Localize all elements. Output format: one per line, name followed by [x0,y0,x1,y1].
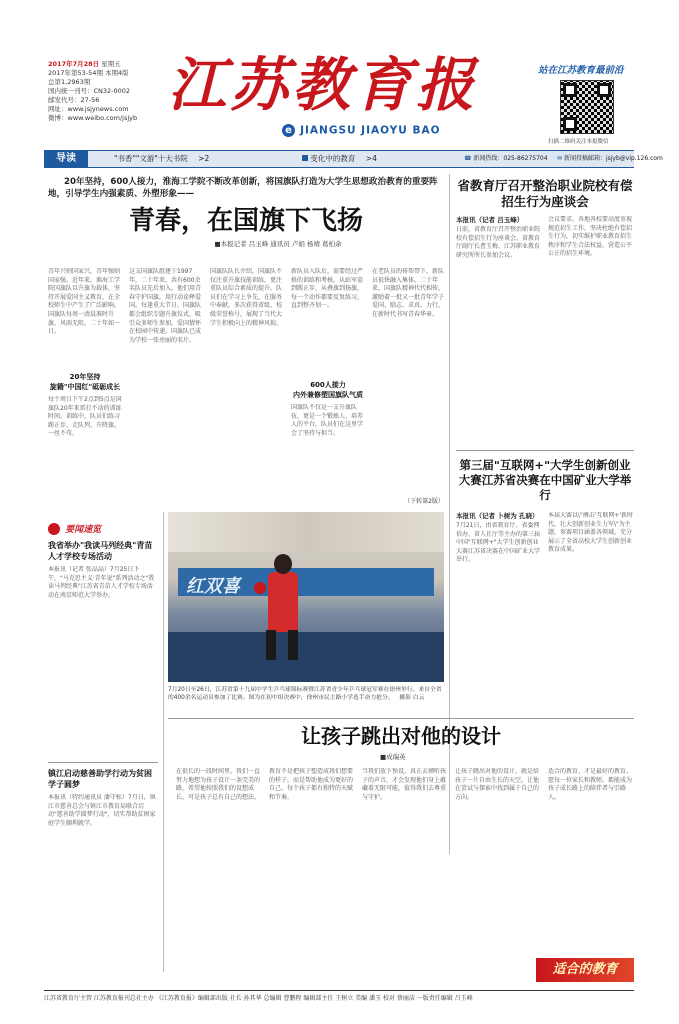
site-label: 网址： [48,105,68,113]
square-bullet-icon [302,155,308,161]
brief-2-text: 本报讯（特约通讯员 潘守松）7月日，镇江市慈善总会与镇江市教育局联合启动"慈善助学圆梦行动"，切实帮助贫困家庭学生顺利就学。 [48,794,156,827]
bottom-col-5: 适合的教育，才是最好的教育。愿每一位家长和教师，都能成为孩子成长路上的陪伴者与引路人。 [548,768,633,801]
photo-caption-text: 7月20日至26日，江苏省第十九届中学生乒乓球锦标赛暨江苏省青少年乒乓球冠军赛在徐州举行。来自全省的400余名运动员参加了比赛。图为在初中组决赛中，徐州市民主路小学选手奋力抢分。 [168,687,442,702]
masthead-title: 江苏教育报 [168,51,479,119]
lead-col-4b: 国旗队不仅是一支升旗队伍，更是一个锻炼人、培养人的平台，队员们在这里学会了坚持与担当。 [291,404,364,437]
bottom-col-1: 在很长的一段时间里，我们一直努力地想为孩子设计一条完美的路，希望他按照我们的设想成长。可是孩子总有自己的想法。 [176,768,260,801]
lead-col-1b: 每个周日下午2点到5点是国旗队20年来雷打不动的训练时间。训练中，队员们练习踢正步、走队列、升降旗，一丝不苟。 [48,396,122,438]
lead-col-1: 青年兴则国家兴，青年强则国家强。近年来，淮海工学院国旗队以升旗为载体，坚持开展爱国主义教育，在全校师生中产生了广泛影响。国旗队每周一清晨准时升旗，风雨无阻，二十年如一日。 [48,268,121,336]
right-top-text-2: 会议要求，各地各校要高度重视规范招生工作，坚决杜绝有偿招生行为，切实维护职业教育招生秩序和学生合法权益，营造公平公正的招生环境。 [548,216,633,258]
bottom-byline: ■成瑞英 [380,753,406,761]
divider-vertical-main [449,174,450,854]
news-brand-icon [48,523,60,535]
right-mid-text-2: 本届大赛以\"搏击'互联网+'新时代，壮大创新创业生力军\"为主题，参赛项目涵盖各领域，充分展示了全省高校大学生创新创业教育成果。 [548,512,634,554]
footer-rule [44,990,634,991]
site-url[interactable]: www.jsjynews.com [67,105,129,113]
bottom-brand: 适合的教育 [552,962,618,977]
lead-col-5: 在老队员的传帮带下，新队员很快融入集体。二十年来，国旗队精神代代相传，激励着一批又一批青年学子爱国、励志、求真、力行，在新时代书写青春华章。 [372,268,444,318]
weibo-url[interactable]: www.weibo.com/jsjyb [67,114,138,122]
brief-1-title: 我省举办"我读马列经典"青苗人才学校专场活动 [48,541,153,561]
right-mid-byline: 本报讯（记者 卜树为 孔晓） [456,512,539,520]
divider-right [456,450,634,451]
bottom-brand-banner [536,958,634,982]
hotline-text: 新闻热线：025-86275704 [473,155,548,162]
brief-1-text: 本报讯（记者 张晶晶）7月25日下午，"马克思主义·青年说"系列活动之"我读马列经典"江苏省青苗人才学校专场活动在南京师范大学举办。 [48,566,155,599]
lead-article-columns [48,268,444,506]
phone-icon: ☎ [464,155,472,162]
lead-kicker: 20年坚持，600人接力，淮海工学院不断改革创新，将国旗队打造为大学生思想政治教育的重要阵地，引导学生内强素质、外塑形象—— [48,177,438,199]
right-top-text: 日前，省教育厅召开整治职业院校有偿招生行为座谈会。省教育厅副厅长曹玉梅、江苏职业教育研究所所长参加会议。 [456,226,541,259]
qr-code-icon[interactable] [560,80,614,134]
right-top-byline: 本报讯（记者 吕玉峰） [456,216,524,224]
email-text: 新闻投稿邮箱：jsjyb@vip.126.com [563,155,663,162]
lead-subhead-1: 20年坚持 旋籍"中国红"砥砺成长 [49,373,121,391]
divider-bottom [168,718,634,719]
divider-vertical-left [163,512,164,972]
right-top-article [456,216,634,444]
news-photo[interactable]: 红双喜 [168,512,444,682]
footer-text: 江苏省教育厅主管 江苏教育报刊总社主办 《江苏教育报》编辑部出版 社长 孙其华 总编辑 曹鹏程 编辑部主任 王树立 美编 潘玉 校对 蔡丽洁 一版责任编辑 吕玉峰 [44,995,473,1002]
photo-caption [168,686,444,702]
nav-item-change-label: 变化中的教育 [310,154,356,163]
email[interactable] [557,154,663,164]
nav-item-books-page: >2 [198,154,210,163]
brief-2-title: 镇江启动慈善助学行动为贫困学子圆梦 [48,769,152,789]
weibo-label: 微博： [48,114,68,122]
total-issue: 总第1,2963期 [48,78,91,86]
hotline [464,154,548,164]
bottom-col-3: 当我们放下预设，真正去倾听孩子的声音，才会发现他们身上蕴藏着无限可能，值得我们去尊重与守护。 [362,768,446,801]
postal-code: 邮发代号：27-56 [48,96,100,104]
bottom-col-2: 教育不是把孩子塑造成我们想要的样子，而是帮助他成为更好的自己。每个孩子都有独特的天赋和节奏。 [269,768,353,801]
bottom-col-4: 让孩子跳出对他的设计，就是给孩子一片自由生长的天空，让他在尝试与探索中找到属于自己的方向。 [455,768,539,801]
nav-bar [44,150,663,168]
right-mid-headline: 第三届"互联网+"大学生创新创业大赛江苏省决赛在中国矿业大学举行 [458,458,632,502]
lead-continue[interactable]: （下转第2版） [404,498,444,505]
issue: 2017年第53-54期 [48,69,103,77]
mail-icon: ✉ [557,155,563,162]
lead-col-3: 国旗队队长介绍，国旗队不仅注重升旗技能训练，更注重队员综合素质的提升。队员们在学习上争先，在服务中奉献，多次获得省级、校级荣誉称号，展现了当代大学生积极向上的精神风貌。 [210,268,283,327]
nav-item-books[interactable] [114,153,209,165]
nav-item-books-label: "书香""文游"十大书院 [114,154,188,163]
lead-subhead-2: 600人接力 内外兼修塑国旗队气质 [293,381,363,399]
pages: 本期4版 [105,69,129,77]
lead-col-4: 新队员入队后，需要经过严格的训练和考核。从站军姿到踢正步，从叠旗到扬旗，每一个动作都要反复练习，直到整齐划一。 [291,268,364,310]
weekday: 星期五 [101,60,121,68]
divider-brief [48,762,158,763]
nav-item-change-page: >4 [365,154,377,163]
lead-col-2: 这支国旗队组建于1997年，二十年来，共有600余名队员先后加入。他们用青春守护国旗，用行动诠释爱国。每逢重大节日，国旗队都会组织专题升旗仪式，吸引众多师生参加，爱国情怀在校园中传递，国旗队已成为学校一张亮丽的名片。 [129,268,202,344]
masthead-pinyin-wrap [282,120,441,136]
masthead-pinyin: JIANGSU JIAOYU BAO [300,124,441,137]
lead-headline: 青春，在国旗下飞扬 [128,206,363,236]
nav-item-change[interactable] [302,153,377,165]
bottom-headline: 让孩子跳出对他的设计 [301,724,501,748]
news-brand [48,518,122,534]
photo-credit: 摄影 白云 [399,695,425,702]
e-logo-icon: e [282,124,295,137]
bottom-article [176,768,634,954]
news-brand-label: 要闻速览 [65,525,102,535]
nav-label: 导读 [44,151,88,167]
lead-byline: ■本报记者 吕玉峰 通讯员 卢娟 杨靖 葛柏余 [214,240,342,248]
qr-caption: 扫描二维码关注本报微信 [548,139,609,145]
domestic-code: 国内统一刊号：CN32-0002 [48,87,131,95]
masthead-info [48,60,168,123]
right-mid-text: 7月21日，由省教育厅、省委网信办、省人社厅等主办的第三届中国"互联网+"大学生创新创业大赛江苏省决赛在中国矿业大学举行。 [456,522,541,564]
date-line: 2017年7月28日 [48,60,100,68]
right-top-headline: 省教育厅召开整治职业院校有偿招生行为座谈会 [457,178,633,209]
masthead-slogan: 站在江苏教育最前沿 [538,65,624,76]
